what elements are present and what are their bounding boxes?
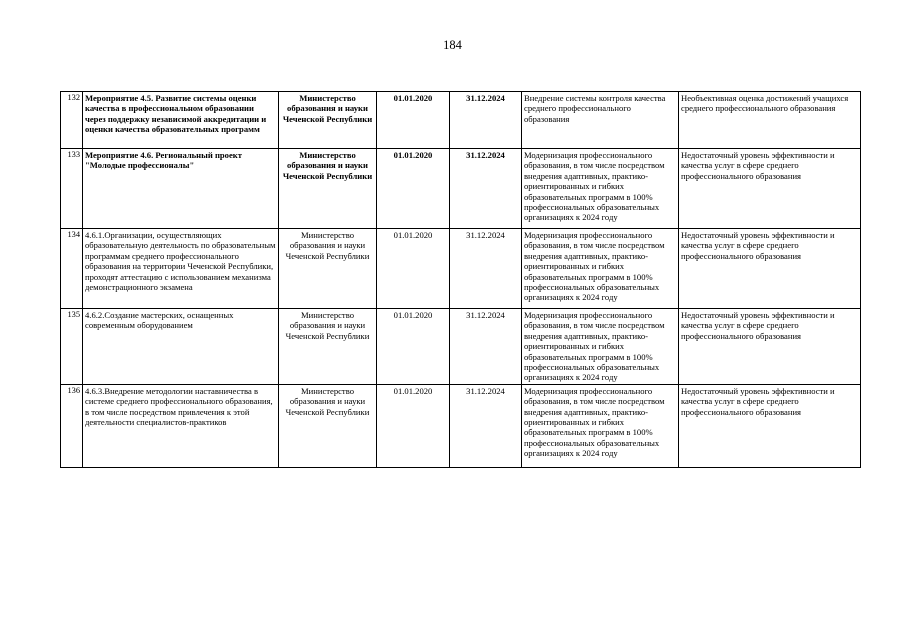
- start-date: 01.01.2020: [377, 229, 450, 309]
- expected-result: Модернизация профессионального образования, в том числе посредством внедрения адаптивных, практико-ориентированных и гибких образовательных программ в 100% профессиональных образовательных организациях к 2024 году: [522, 229, 679, 309]
- end-date: 31.12.2024: [450, 92, 522, 149]
- page-number: 184: [443, 38, 462, 52]
- row-number: 133: [61, 149, 83, 229]
- expected-result: Модернизация профессионального образования, в том числе посредством внедрения адаптивных, практико-ориентированных и гибких образовательных программ в 100% профессиональных образовательных организациях к 2024 году: [522, 309, 679, 385]
- measure-title: 4.6.2.Создание мастерских, оснащенных современным оборудованием: [83, 309, 279, 385]
- start-date: 01.01.2020: [377, 92, 450, 149]
- expected-result: Внедрение системы контроля качества среднего профессионального образования: [522, 92, 679, 149]
- row-number: 136: [61, 384, 83, 467]
- end-date: 31.12.2024: [450, 229, 522, 309]
- table-row: [61, 384, 861, 467]
- row-number: 132: [61, 92, 83, 149]
- measure-title: Мероприятие 4.6. Региональный проект "Молодые профессионалы": [83, 149, 279, 229]
- measure-title: 4.6.1.Организации, осуществляющих образовательную деятельность по образовательным программам среднего профессионального образования на территории Чеченской Республики, проходят аттестацию с использованием механизма демонстрационного экзамена: [83, 229, 279, 309]
- responsible-agency: Министерство образования и науки Чеченской Республики: [279, 229, 377, 309]
- end-date: 31.12.2024: [450, 384, 522, 467]
- start-date: 01.01.2020: [377, 309, 450, 385]
- risk-of-non-implementation: Необъективная оценка достижений учащихся среднего профессионального образования: [679, 92, 861, 149]
- responsible-agency: Министерство образования и науки Чеченской Республики: [279, 149, 377, 229]
- risk-of-non-implementation: Недостаточный уровень эффективности и качества услуг в сфере среднего профессионального образования: [679, 149, 861, 229]
- table-row: [61, 229, 861, 309]
- responsible-agency: Министерство образования и науки Чеченской Республики: [279, 309, 377, 385]
- table-row: [61, 309, 861, 385]
- expected-result: Модернизация профессионального образования, в том числе посредством внедрения адаптивных, практико-ориентированных и гибких образовательных программ в 100% профессиональных образовательных организациях к 2024 году: [522, 149, 679, 229]
- table-row: [61, 92, 861, 149]
- expected-result: Модернизация профессионального образования, в том числе посредством внедрения адаптивных, практико-ориентированных и гибких образовательных программ в 100% профессиональных образовательных организациях к 2024 году: [522, 384, 679, 467]
- start-date: 01.01.2020: [377, 149, 450, 229]
- risk-of-non-implementation: Недостаточный уровень эффективности и качества услуг в сфере среднего профессионального образования: [679, 229, 861, 309]
- measure-title: Мероприятие 4.5. Развитие системы оценки качества в профессиональном образовании через поддержку независимой аккредитации и оценки качества образовательных программ: [83, 92, 279, 149]
- row-number: 134: [61, 229, 83, 309]
- end-date: 31.12.2024: [450, 309, 522, 385]
- measure-title: 4.6.3.Внедрение методологии наставничества в системе среднего профессионального образования, в том числе посредством привлечения к этой деятельности специалистов-практиков: [83, 384, 279, 467]
- start-date: 01.01.2020: [377, 384, 450, 467]
- responsible-agency: Министерство образования и науки Чеченской Республики: [279, 92, 377, 149]
- row-number: 135: [61, 309, 83, 385]
- measures-table: [60, 91, 861, 468]
- risk-of-non-implementation: Недостаточный уровень эффективности и качества услуг в сфере среднего профессионального образования: [679, 384, 861, 467]
- table-row: [61, 149, 861, 229]
- risk-of-non-implementation: Недостаточный уровень эффективности и качества услуг в сфере среднего профессионального образования: [679, 309, 861, 385]
- responsible-agency: Министерство образования и науки Чеченской Республики: [279, 384, 377, 467]
- end-date: 31.12.2024: [450, 149, 522, 229]
